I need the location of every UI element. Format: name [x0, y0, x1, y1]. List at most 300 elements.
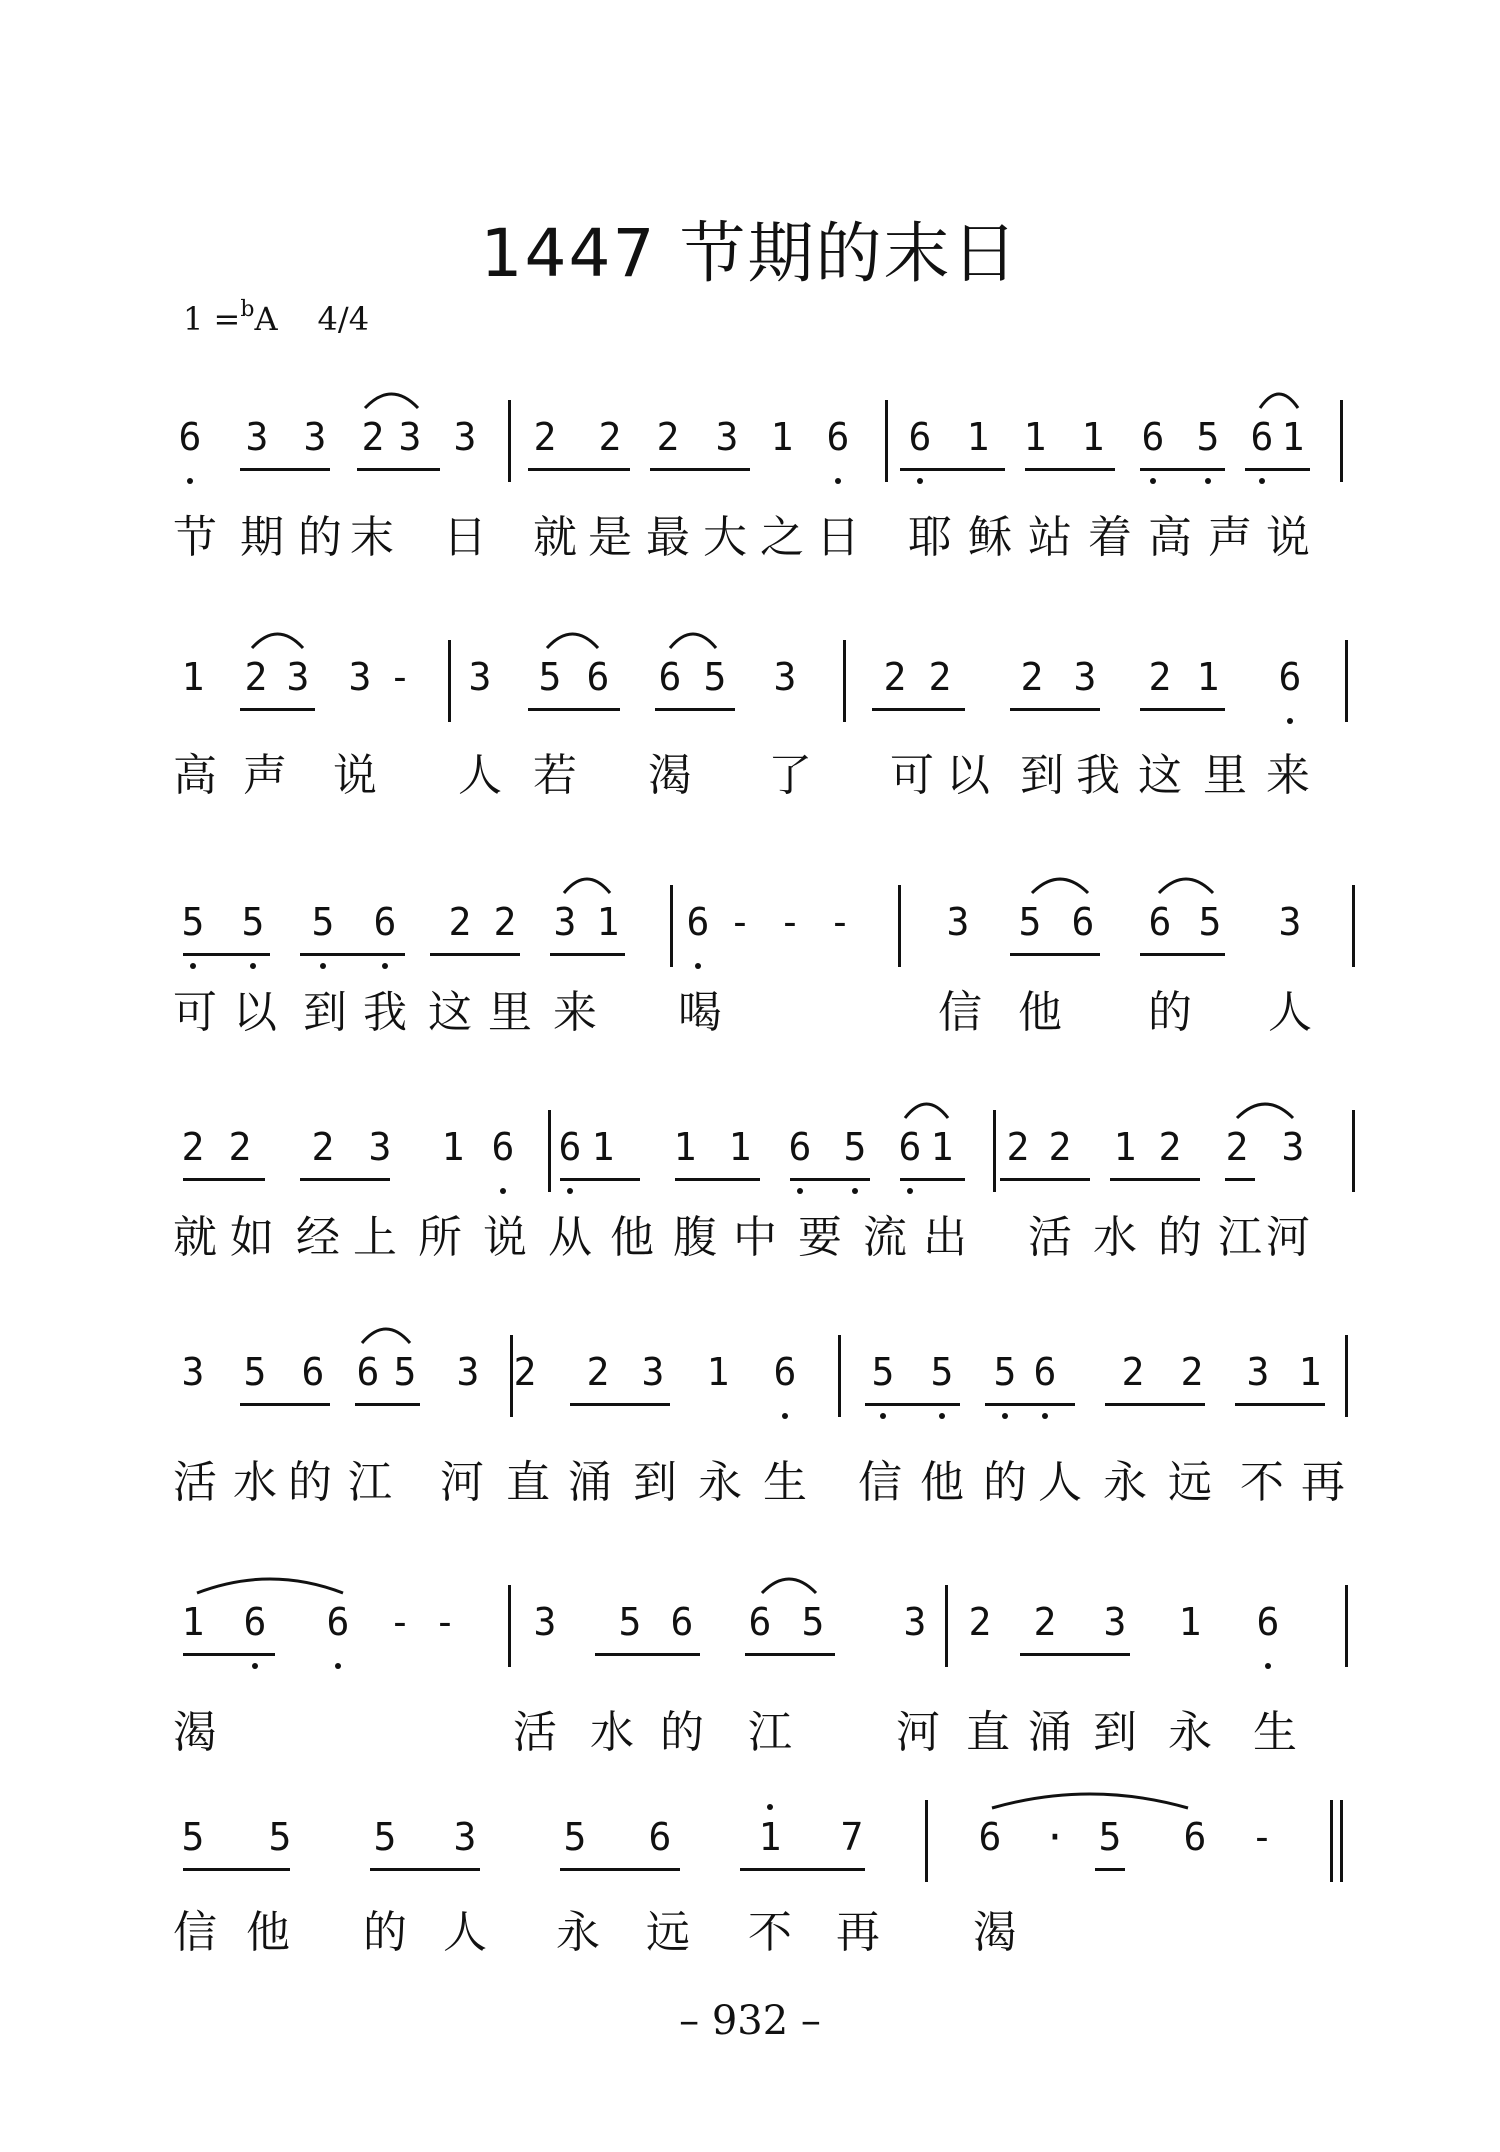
lower-octave-dot — [252, 1663, 258, 1669]
note: 6 — [1183, 1815, 1207, 1859]
lyric-char: 再 — [1301, 1457, 1345, 1508]
lyric-char: 生 — [1253, 1707, 1297, 1758]
lower-octave-dot — [382, 963, 388, 969]
music-system-3 — [0, 885, 1500, 1055]
note: 5 — [1018, 900, 1042, 944]
lyric-char: 活 — [1028, 1212, 1072, 1263]
lyric-char: 再 — [836, 1907, 880, 1958]
beam-underline — [865, 1403, 960, 1406]
lyric-char: 人 — [1038, 1457, 1082, 1508]
note: 5 — [373, 1815, 397, 1859]
lyric-char: 中 — [733, 1212, 777, 1263]
lyric-char: 河 — [440, 1457, 484, 1508]
lyric-char: 耶 — [908, 512, 952, 563]
note: 5 — [538, 655, 562, 699]
note: 1 — [1281, 415, 1305, 459]
note: 1 — [930, 1125, 954, 1169]
note: 3 — [946, 900, 970, 944]
beam-underline — [900, 1178, 965, 1181]
bar-line — [838, 1335, 841, 1417]
note: 1 — [770, 415, 794, 459]
note: 1 — [591, 1125, 615, 1169]
music-system-5 — [0, 1335, 1500, 1508]
beam-underline — [240, 468, 330, 471]
bar-line — [448, 640, 451, 722]
lyric-char: 到 — [633, 1457, 677, 1508]
lower-octave-dot — [1287, 718, 1293, 724]
lyric-char: 如 — [230, 1212, 274, 1263]
beam-underline — [655, 708, 735, 711]
lyric-char: 是 — [588, 512, 632, 563]
lower-octave-dot — [907, 1188, 913, 1194]
lyric-char: 他 — [610, 1212, 654, 1263]
note: 3 — [1278, 900, 1302, 944]
beam-underline — [430, 953, 520, 956]
note: 1 — [596, 900, 620, 944]
lyric-char: 就 — [533, 512, 577, 563]
note: 6 — [1033, 1350, 1057, 1394]
lyric-char: 他 — [920, 1457, 964, 1508]
note: 6 — [243, 1600, 267, 1644]
beam-underline — [1095, 1868, 1125, 1871]
note: 6 — [373, 900, 397, 944]
lyric-char: 涌 — [1028, 1707, 1072, 1758]
beam-underline — [355, 1403, 420, 1406]
lyric-char: 里 — [1203, 750, 1247, 801]
lower-octave-dot — [1150, 478, 1156, 484]
note: 6 — [1071, 900, 1095, 944]
note: 3 — [903, 1600, 927, 1644]
note: - — [433, 1600, 457, 1644]
lyric-char: 信 — [173, 1907, 217, 1958]
beam-underline — [1020, 1653, 1130, 1656]
note: 1 — [1081, 415, 1105, 459]
lyric-char: 他 — [246, 1907, 290, 1958]
lyric-char: 里 — [488, 987, 532, 1038]
note: 3 — [1246, 1350, 1270, 1394]
lyric-char: 到 — [303, 987, 347, 1038]
note: 2 — [586, 1350, 610, 1394]
slur-arc — [562, 871, 612, 895]
lyric-char: 的 — [1158, 1212, 1202, 1263]
beam-underline — [300, 1178, 390, 1181]
slur-arc — [1258, 386, 1300, 410]
lyric-char: 人 — [1268, 987, 1312, 1038]
note: 2 — [228, 1125, 252, 1169]
note: 6 — [826, 415, 850, 459]
slur-arc — [195, 1571, 345, 1595]
note: 6 — [1148, 900, 1172, 944]
note: 6 — [491, 1125, 515, 1169]
lyric-char: 说 — [1266, 512, 1310, 563]
beam-underline — [550, 953, 625, 956]
note: 6 — [586, 655, 610, 699]
music-system-2 — [0, 640, 1500, 810]
lyric-char: 流 — [863, 1212, 907, 1263]
lyric-char: 到 — [1093, 1707, 1137, 1758]
note: 3 — [715, 415, 739, 459]
note: 3 — [368, 1125, 392, 1169]
note: 3 — [453, 415, 477, 459]
note: 3 — [641, 1350, 665, 1394]
beam-underline — [595, 1653, 700, 1656]
note: - — [388, 1600, 412, 1644]
note: 2 — [1225, 1125, 1249, 1169]
note: 6 — [1256, 1600, 1280, 1644]
note: 6 — [558, 1125, 582, 1169]
note: 6 — [178, 415, 202, 459]
bar-line — [945, 1585, 948, 1667]
note: 1 — [966, 415, 990, 459]
note: 5 — [801, 1600, 825, 1644]
note: 3 — [553, 900, 577, 944]
lyric-char: 末 — [350, 512, 394, 563]
beam-underline — [183, 953, 270, 956]
beam-underline — [240, 1403, 330, 1406]
beam-underline — [740, 1868, 865, 1871]
beam-underline — [300, 953, 405, 956]
beam-underline — [1000, 1178, 1090, 1181]
upper-octave-dot — [767, 1804, 773, 1810]
lyric-char: 这 — [428, 987, 472, 1038]
slur-arc — [1235, 1096, 1295, 1120]
bar-line — [843, 640, 846, 722]
bar-line — [510, 1335, 513, 1417]
lyric-char: 永 — [1168, 1707, 1212, 1758]
lyric-char: 的 — [1148, 987, 1192, 1038]
lyric-char: 高 — [173, 750, 217, 801]
lower-octave-dot — [1259, 478, 1265, 484]
beam-underline — [560, 1868, 680, 1871]
lyric-char: 的 — [288, 1457, 332, 1508]
bar-line — [508, 1585, 511, 1667]
lyric-char: 水 — [1093, 1212, 1137, 1263]
lyric-char: 日 — [816, 512, 860, 563]
note: 2 — [513, 1350, 537, 1394]
note: - — [388, 655, 412, 699]
slur-arc — [360, 1321, 412, 1345]
lower-octave-dot — [880, 1413, 886, 1419]
beam-underline — [1235, 1403, 1325, 1406]
bar-line — [1340, 1800, 1343, 1882]
beam-underline — [900, 468, 1005, 471]
beam-underline — [1225, 1178, 1255, 1181]
note: 6 — [908, 415, 932, 459]
bar-line — [1345, 1335, 1348, 1417]
note: 5 — [871, 1350, 895, 1394]
lyric-char: 以 — [946, 750, 990, 801]
lyric-char: 到 — [1020, 750, 1064, 801]
note: 5 — [930, 1350, 954, 1394]
beam-underline — [183, 1178, 265, 1181]
beam-underline — [570, 1403, 670, 1406]
lower-octave-dot — [1265, 1663, 1271, 1669]
music-system-6 — [0, 1585, 1500, 1758]
note: 3 — [456, 1350, 480, 1394]
note: 2 — [598, 415, 622, 459]
lyric-char: 江 — [748, 1707, 792, 1758]
note: 6 — [648, 1815, 672, 1859]
beam-underline — [650, 468, 750, 471]
lower-octave-dot — [782, 1413, 788, 1419]
beam-underline — [790, 1178, 870, 1181]
bar-line — [1352, 885, 1355, 967]
note: 1 — [673, 1125, 697, 1169]
beam-underline — [528, 468, 630, 471]
lyric-char: 从 — [548, 1212, 592, 1263]
beam-underline — [745, 1653, 835, 1656]
time-signature: 4/4 — [317, 300, 370, 338]
key-signature — [183, 297, 370, 338]
lyric-char: 江 — [1218, 1212, 1262, 1263]
lyric-char: 永 — [556, 1907, 600, 1958]
lyric-char: 腹 — [673, 1212, 717, 1263]
note: 5 — [563, 1815, 587, 1859]
lyric-char: 这 — [1138, 750, 1182, 801]
music-system-1 — [0, 400, 1500, 570]
note: 5 — [1098, 1815, 1122, 1859]
music-system-4 — [0, 1110, 1500, 1280]
note: 1 — [728, 1125, 752, 1169]
lyric-char: 可 — [173, 987, 217, 1038]
note: 2 — [1020, 655, 1044, 699]
beam-underline — [370, 1868, 480, 1871]
note: 2 — [1121, 1350, 1145, 1394]
lyric-char: 水 — [590, 1707, 634, 1758]
beam-underline — [1140, 468, 1225, 471]
note: 7 — [840, 1815, 864, 1859]
bar-line — [1352, 1110, 1355, 1192]
lower-octave-dot — [187, 478, 193, 484]
note: 2 — [448, 900, 472, 944]
lyric-char: 喝 — [678, 987, 722, 1038]
beam-underline — [1140, 953, 1225, 956]
note: 3 — [773, 655, 797, 699]
lower-octave-dot — [500, 1188, 506, 1194]
note: 5 — [1198, 900, 1222, 944]
note: 1 — [441, 1125, 465, 1169]
lyric-char: 来 — [1266, 750, 1310, 801]
bar-line — [1345, 640, 1348, 722]
bar-line — [1330, 1800, 1333, 1882]
note: 2 — [361, 415, 385, 459]
lyric-char: 来 — [553, 987, 597, 1038]
beam-underline — [357, 468, 440, 471]
beam-underline — [675, 1178, 760, 1181]
beam-underline — [1245, 468, 1310, 471]
note: 1 — [1113, 1125, 1137, 1169]
note: 2 — [928, 655, 952, 699]
lower-octave-dot — [250, 963, 256, 969]
lyric-char: 上 — [353, 1212, 397, 1263]
beam-underline — [872, 708, 965, 711]
note: 6 — [898, 1125, 922, 1169]
slur-arc — [545, 626, 600, 650]
note: 1 — [181, 1600, 205, 1644]
slur-arc — [363, 386, 420, 410]
note: 6 — [658, 655, 682, 699]
note: 2 — [493, 900, 517, 944]
lyric-char: 的 — [363, 1907, 407, 1958]
note: 2 — [968, 1600, 992, 1644]
lyric-char: 日 — [443, 512, 487, 563]
bar-line — [508, 400, 511, 482]
lyric-char: 之 — [760, 512, 804, 563]
note: 2 — [1180, 1350, 1204, 1394]
note: 1 — [758, 1815, 782, 1859]
lyric-char: 的 — [983, 1457, 1027, 1508]
lower-octave-dot — [1042, 1413, 1048, 1419]
beam-underline — [528, 708, 620, 711]
note: 2 — [1148, 655, 1172, 699]
lyric-char: 大 — [703, 512, 747, 563]
bar-line — [885, 400, 888, 482]
music-system-7 — [0, 1800, 1500, 1970]
lyric-char: 声 — [243, 750, 287, 801]
flat-sign: b — [240, 297, 255, 322]
slur-arc — [1030, 871, 1090, 895]
page-number: – 932 – — [679, 1998, 821, 2044]
lyric-char: 稣 — [968, 512, 1012, 563]
lyric-char: 渴 — [973, 1907, 1017, 1958]
note: 5 — [393, 1350, 417, 1394]
note: 3 — [245, 415, 269, 459]
lyric-char: 活 — [513, 1707, 557, 1758]
note: 6 — [978, 1815, 1002, 1859]
lyric-char: 直 — [966, 1707, 1010, 1758]
lower-octave-dot — [797, 1188, 803, 1194]
key-prefix: 1 = — [183, 300, 241, 338]
beam-underline — [183, 1653, 275, 1656]
lyric-char: 远 — [646, 1907, 690, 1958]
slur-arc — [760, 1571, 818, 1595]
lyric-char: 要 — [798, 1212, 842, 1263]
lyric-char: 节 — [173, 512, 217, 563]
lyric-char: 所 — [418, 1212, 462, 1263]
note: 2 — [311, 1125, 335, 1169]
beam-underline — [183, 1868, 290, 1871]
lyric-char: 他 — [1018, 987, 1062, 1038]
lower-octave-dot — [1205, 478, 1211, 484]
beam-underline — [985, 1403, 1075, 1406]
lyric-char: 我 — [363, 987, 407, 1038]
note: 3 — [1281, 1125, 1305, 1169]
bar-line — [1340, 400, 1343, 482]
note: - — [778, 900, 802, 944]
lyric-char: 渴 — [173, 1707, 217, 1758]
slur-arc — [903, 1096, 950, 1120]
note: 6 — [686, 900, 710, 944]
note: 3 — [286, 655, 310, 699]
lyric-char: 水 — [233, 1457, 277, 1508]
slur-arc — [1157, 871, 1215, 895]
lyric-char: 人 — [458, 750, 502, 801]
note: 3 — [468, 655, 492, 699]
note: 6 — [788, 1125, 812, 1169]
lyric-char: 出 — [923, 1212, 967, 1263]
lyric-char: 了 — [768, 750, 812, 801]
note: 1 — [181, 655, 205, 699]
lyric-char: 河 — [1266, 1212, 1310, 1263]
note: 2 — [1048, 1125, 1072, 1169]
beam-underline — [240, 708, 315, 711]
lyric-char: 经 — [296, 1212, 340, 1263]
beam-underline — [1110, 1178, 1200, 1181]
key-note: A — [254, 300, 278, 338]
lyric-char: 着 — [1088, 512, 1132, 563]
note: 5 — [618, 1600, 642, 1644]
note: 3 — [1103, 1600, 1127, 1644]
note: 5 — [243, 1350, 267, 1394]
lower-octave-dot — [917, 478, 923, 484]
note: 5 — [181, 900, 205, 944]
lower-octave-dot — [335, 1663, 341, 1669]
note: 2 — [883, 655, 907, 699]
note: 1 — [1023, 415, 1047, 459]
note: 6 — [773, 1350, 797, 1394]
note: 5 — [703, 655, 727, 699]
note: 1 — [1298, 1350, 1322, 1394]
lyric-char: 说 — [333, 750, 377, 801]
note: - — [728, 900, 752, 944]
note: 6 — [356, 1350, 380, 1394]
lower-octave-dot — [567, 1188, 573, 1194]
lower-octave-dot — [320, 963, 326, 969]
note: 6 — [326, 1600, 350, 1644]
note: 1 — [1196, 655, 1220, 699]
bar-line — [925, 1800, 928, 1882]
note: 3 — [181, 1350, 205, 1394]
note: 1 — [706, 1350, 730, 1394]
lyric-char: 的 — [298, 512, 342, 563]
beam-underline — [1025, 468, 1115, 471]
note: 2 — [244, 655, 268, 699]
note: 6 — [1250, 415, 1274, 459]
lyric-char: 永 — [698, 1457, 742, 1508]
note: 3 — [303, 415, 327, 459]
note: 5 — [311, 900, 335, 944]
beam-underline — [1105, 1403, 1205, 1406]
lyric-char: 信 — [858, 1457, 902, 1508]
lyric-char: 以 — [233, 987, 277, 1038]
note: 3 — [398, 415, 422, 459]
note: 2 — [533, 415, 557, 459]
lyric-char: 生 — [763, 1457, 807, 1508]
bar-line — [898, 885, 901, 967]
lyric-char: 不 — [748, 1907, 792, 1958]
note: 6 — [1141, 415, 1165, 459]
song-title: 1447 节期的末日 — [480, 215, 1020, 292]
bar-line — [548, 1110, 551, 1192]
lyric-char: 不 — [1240, 1457, 1284, 1508]
beam-underline — [560, 1178, 640, 1181]
lyric-char: 信 — [938, 987, 982, 1038]
lyric-char: 江 — [348, 1457, 392, 1508]
lyric-char: 涌 — [568, 1457, 612, 1508]
lyric-char: 的 — [660, 1707, 704, 1758]
note: 2 — [181, 1125, 205, 1169]
lyric-char: 河 — [896, 1707, 940, 1758]
note: 5 — [993, 1350, 1017, 1394]
note: 3 — [453, 1815, 477, 1859]
note: 6 — [1278, 655, 1302, 699]
lyric-char: 渴 — [648, 750, 692, 801]
lyric-char: 可 — [890, 750, 934, 801]
note: 6 — [301, 1350, 325, 1394]
note: 2 — [1006, 1125, 1030, 1169]
lyric-char: 直 — [506, 1457, 550, 1508]
lyric-char: 我 — [1076, 750, 1120, 801]
